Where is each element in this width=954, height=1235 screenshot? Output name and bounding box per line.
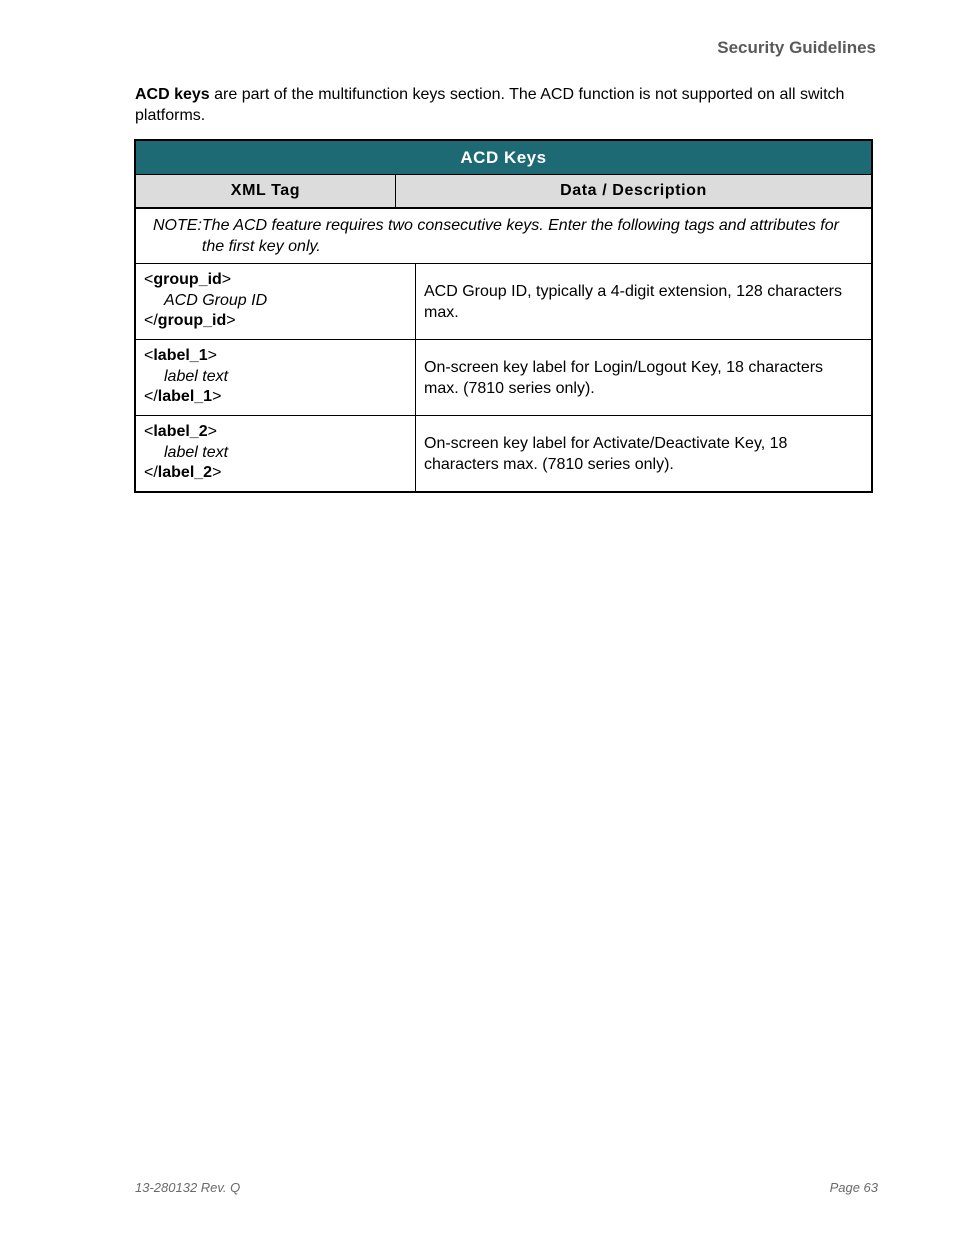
tag-name: label_1: [157, 388, 213, 405]
section-title: Security Guidelines: [717, 38, 876, 57]
table-note: [136, 209, 871, 264]
xml-tag-cell: [136, 416, 416, 491]
intro-bold-term: ACD keys: [135, 86, 210, 103]
description-text: ACD Group ID, typically a 4-digit extension, 128 characters max.: [424, 282, 842, 321]
xml-tag-cell: [136, 340, 416, 415]
tag-name: label_2: [157, 464, 213, 481]
table-header-row: [136, 175, 871, 209]
tag-value: label text: [164, 443, 229, 461]
table-row: [136, 264, 871, 340]
table-row: [136, 340, 871, 416]
column-header-xml-tag: XML Tag: [136, 175, 396, 207]
open-tag: <group_id>: [144, 271, 232, 288]
open-tag: <label_2>: [144, 423, 217, 440]
description-text: On-screen key label for Activate/Deactivate Key, 18 characters max. (7810 series only).: [424, 434, 788, 473]
footer-doc-id: 13-280132 Rev. Q: [135, 1180, 241, 1195]
table-title: ACD Keys: [136, 141, 871, 175]
footer-page-number: Page 63: [829, 1180, 878, 1195]
tag-name: group_id: [157, 312, 227, 329]
open-tag: <label_1>: [144, 347, 217, 364]
table-row: [136, 416, 871, 491]
intro-text: are part of the multifunction keys section. The ACD function is not supported on all switch platforms.: [135, 86, 845, 124]
note-text: The ACD feature requires two consecutive keys. Enter the following tags and attributes for the first key only.: [201, 217, 839, 255]
description-cell: [416, 416, 871, 491]
description-cell: [416, 340, 871, 415]
tag-name: group_id: [153, 271, 222, 288]
column-header-description: Data / Description: [560, 182, 707, 199]
close-tag: </group_id>: [144, 312, 236, 329]
close-tag: </label_2>: [144, 464, 222, 481]
tag-value: label text: [164, 367, 229, 385]
note-label: NOTE:: [153, 217, 202, 234]
acd-keys-table: [134, 139, 873, 493]
description-cell: [416, 264, 871, 339]
intro-paragraph: [135, 84, 875, 126]
description-text: On-screen key label for Login/Logout Key, 18 characters max. (7810 series only).: [424, 358, 824, 397]
tag-name: label_2: [153, 423, 208, 440]
xml-tag-cell: [136, 264, 416, 339]
close-tag: </label_1>: [144, 388, 222, 405]
tag-name: label_1: [153, 347, 208, 364]
tag-value: ACD Group ID: [164, 291, 268, 309]
